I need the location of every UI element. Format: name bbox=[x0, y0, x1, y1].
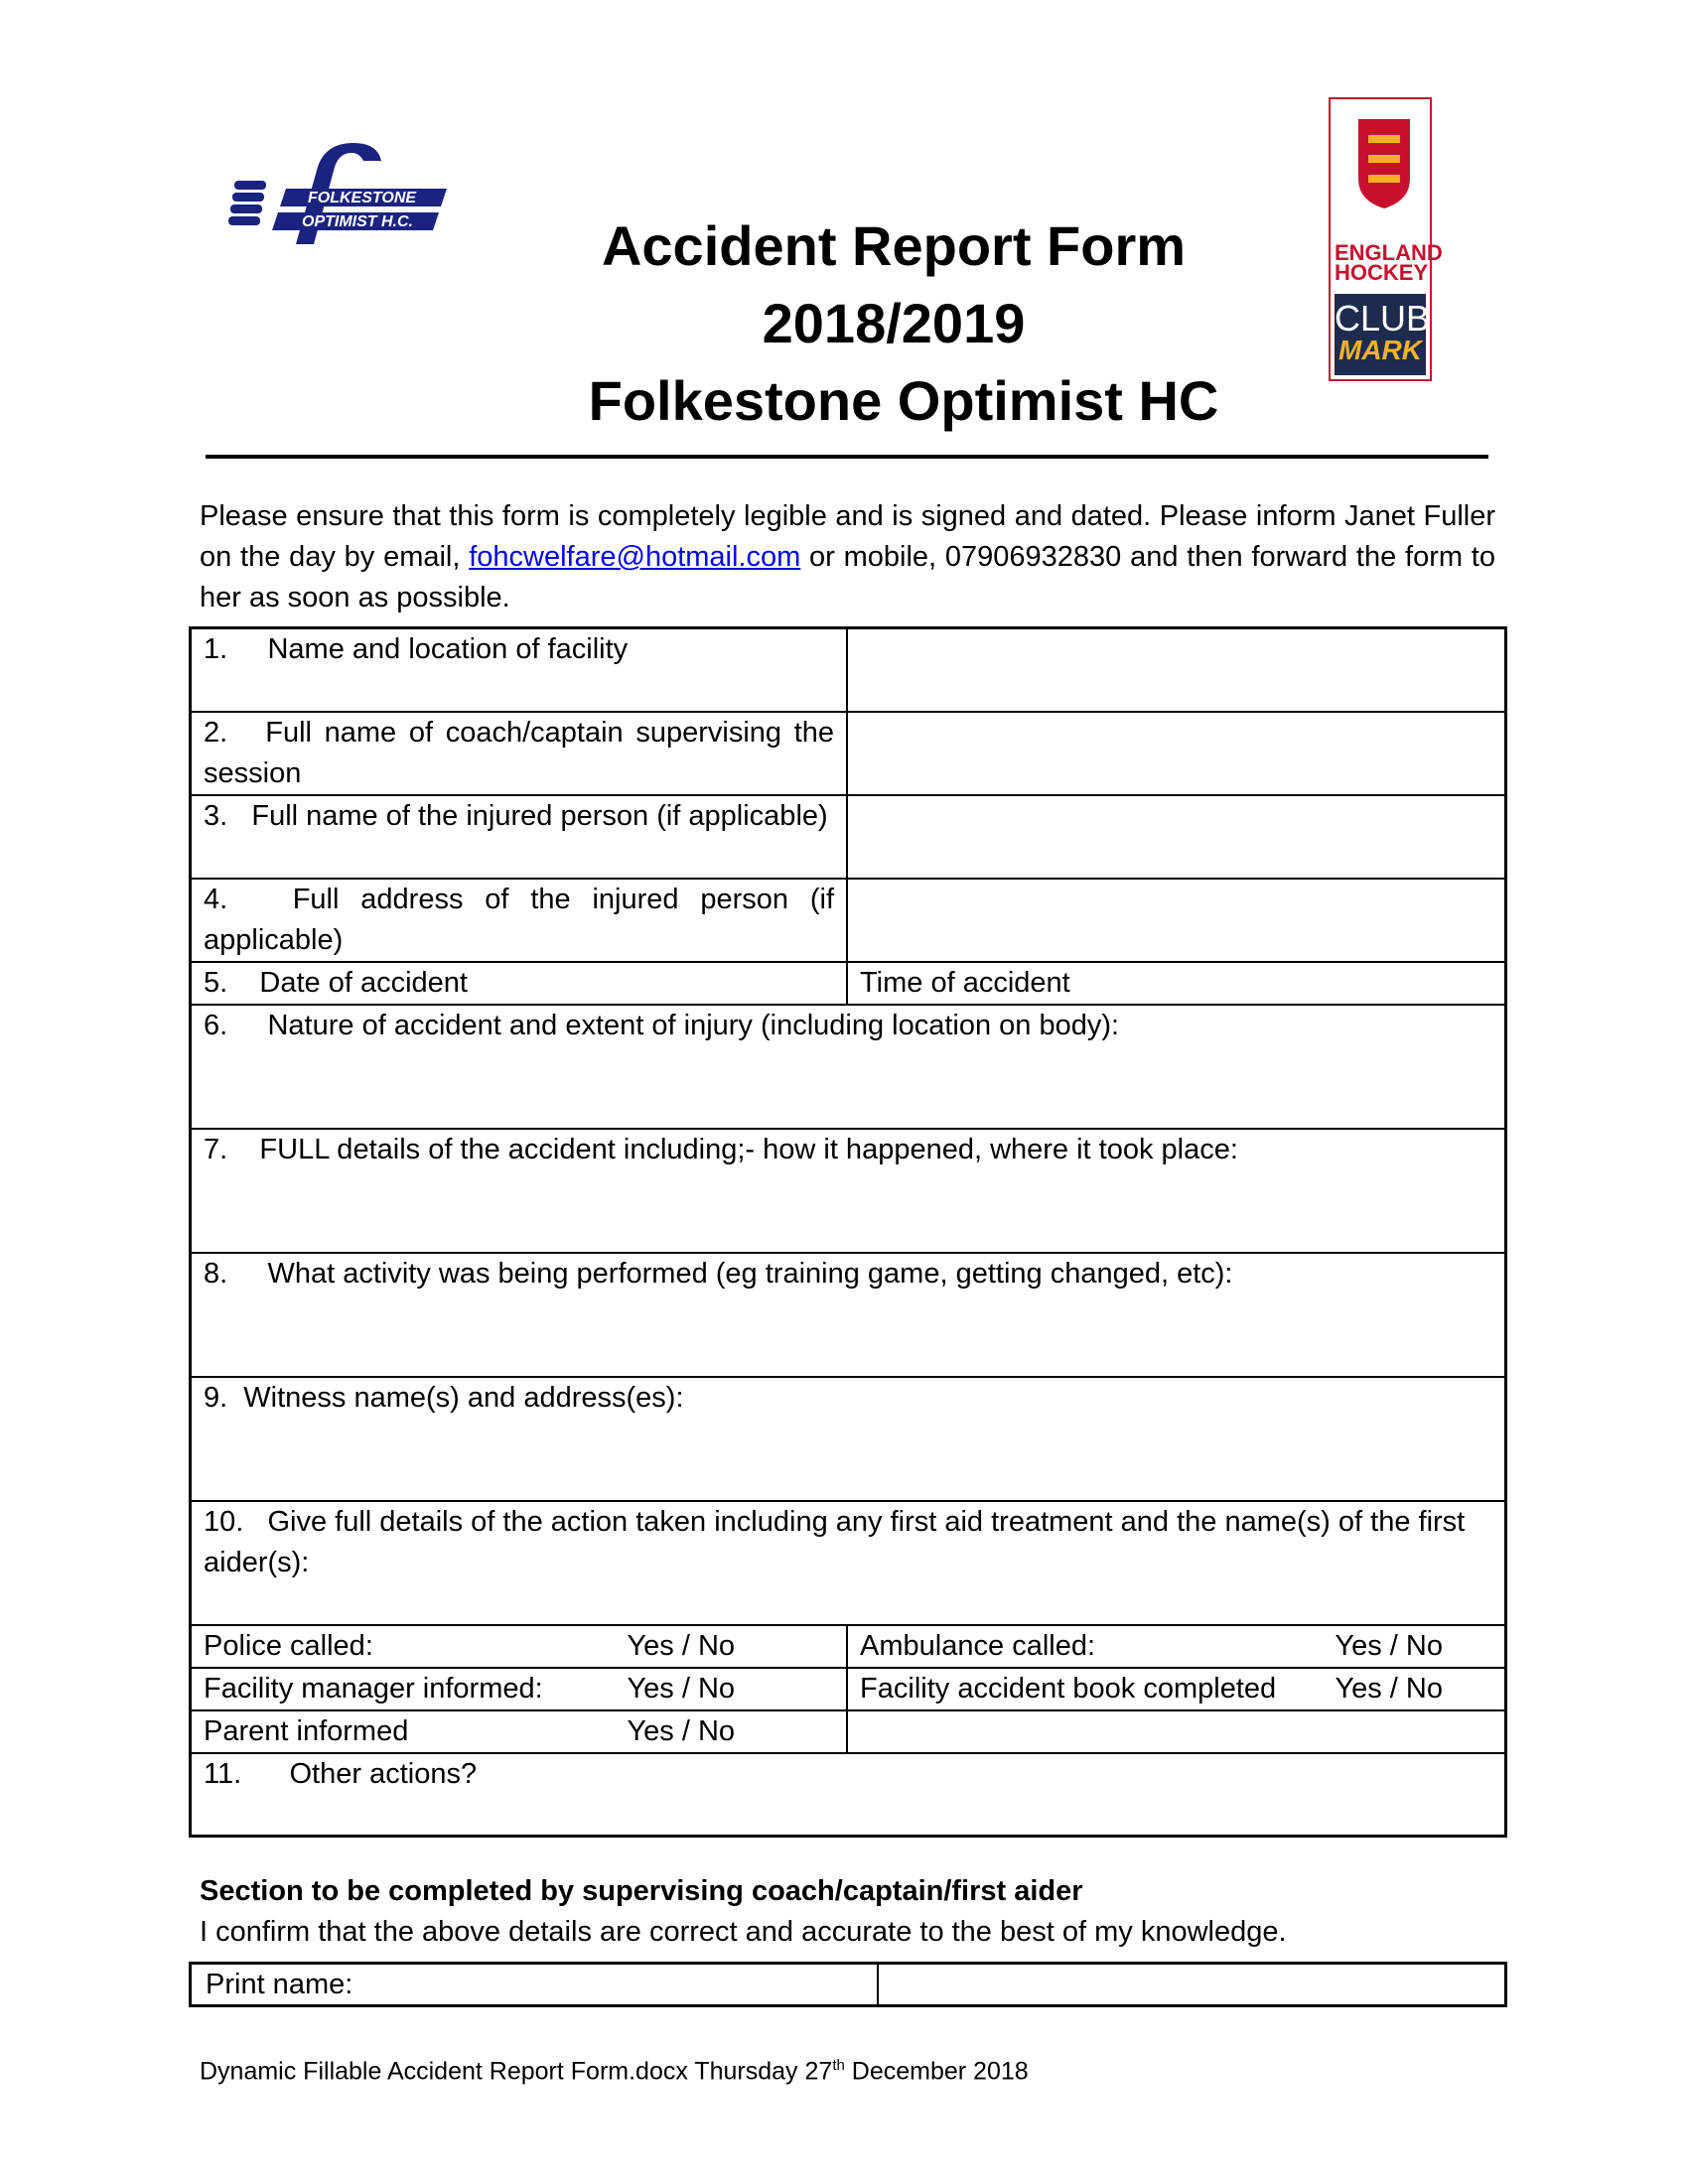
mark-word: MARK bbox=[1338, 335, 1422, 365]
q10-label: 10. Give full details of the action taken including any first aid treatment and the name(s) of the first aider(s): bbox=[204, 1505, 1466, 1578]
hockey-word: HOCKEY bbox=[1335, 260, 1429, 285]
print-name-field[interactable] bbox=[878, 1964, 1505, 2006]
title-divider bbox=[206, 455, 1488, 459]
q7-field[interactable] bbox=[191, 1129, 1506, 1253]
accident-book-yes-no[interactable]: Yes / No bbox=[1335, 1672, 1443, 1705]
q4-label: 4. Full address of the injured person (if applicable) bbox=[191, 879, 848, 962]
print-name-label: Print name: bbox=[191, 1964, 879, 2006]
parent-informed-yes-no[interactable]: Yes / No bbox=[627, 1714, 736, 1747]
q5-date-field[interactable] bbox=[191, 962, 848, 1005]
accident-form-table bbox=[189, 626, 1507, 1838]
q2-label: 2. Full name of coach/captain supervising the session bbox=[191, 712, 848, 795]
q5-label: 5. Date of accident bbox=[204, 966, 468, 999]
ambulance-called-label: Ambulance called: bbox=[860, 1629, 1096, 1662]
three-lions-shield-icon bbox=[1356, 117, 1412, 210]
footer-text-after: December 2018 bbox=[844, 2057, 1029, 2086]
signature-table bbox=[189, 1962, 1507, 2007]
ambulance-called-cell[interactable] bbox=[847, 1625, 1505, 1668]
section-heading: Section to be completed by supervising coach/captain/first aider bbox=[200, 1875, 1083, 1907]
footer bbox=[200, 2049, 1029, 2088]
intro-paragraph bbox=[200, 496, 1495, 618]
police-called-label: Police called: bbox=[204, 1629, 373, 1662]
manager-informed-cell[interactable] bbox=[191, 1668, 848, 1710]
intro-text-before: Please ensure that this form is completely legible and is signed and dated. Please inform Janet Fuller on the day by email, bbox=[200, 500, 1495, 573]
police-called-cell[interactable] bbox=[191, 1625, 848, 1668]
england-hockey-clubmark-logo bbox=[1329, 97, 1443, 381]
parent-informed-cell[interactable] bbox=[191, 1710, 848, 1753]
email-link[interactable]: fohcwelfare@hotmail.com bbox=[469, 541, 801, 573]
q3-answer-field[interactable] bbox=[847, 795, 1505, 879]
q4-answer-field[interactable] bbox=[847, 879, 1505, 962]
accident-book-label: Facility accident book completed bbox=[860, 1672, 1277, 1705]
q7-label: 7. FULL details of the accident including;- how it happened, where it took place: bbox=[204, 1133, 1238, 1165]
england-word: ENGLAND bbox=[1335, 240, 1443, 265]
q5-time-field[interactable] bbox=[847, 962, 1505, 1005]
q3-label: 3. Full name of the injured person (if applicable) bbox=[191, 795, 848, 879]
q5b-label: Time of accident bbox=[860, 966, 1070, 999]
confirmation-text: I confirm that the above details are correct and accurate to the best of my knowledge. bbox=[200, 1916, 1287, 1948]
folkestone-optimist-logo bbox=[226, 137, 455, 254]
q2-answer-field[interactable] bbox=[847, 712, 1505, 795]
club-title: Folkestone Optimist HC bbox=[588, 369, 1219, 432]
q9-label: 9. Witness name(s) and address(es): bbox=[204, 1381, 684, 1414]
club-word: CLUB bbox=[1335, 298, 1431, 339]
svg-text:FOLKESTONE: FOLKESTONE bbox=[308, 190, 417, 206]
accident-book-cell[interactable] bbox=[847, 1668, 1505, 1710]
q11-field[interactable] bbox=[191, 1753, 1506, 1837]
ambulance-called-yes-no[interactable]: Yes / No bbox=[1335, 1629, 1443, 1662]
footer-text-before: Dynamic Fillable Accident Report Form.docx Thursday 27 bbox=[200, 2057, 833, 2086]
q9-field[interactable] bbox=[191, 1377, 1506, 1501]
manager-informed-label: Facility manager informed: bbox=[204, 1672, 543, 1705]
season-title: 2018/2019 bbox=[762, 292, 1026, 354]
empty-cell bbox=[847, 1710, 1505, 1753]
q6-field[interactable] bbox=[191, 1005, 1506, 1129]
svg-text:OPTIMIST H.C.: OPTIMIST H.C. bbox=[302, 213, 413, 230]
q8-label: 8. What activity was being performed (eg training game, getting changed, etc): bbox=[204, 1257, 1233, 1290]
q6-label: 6. Nature of accident and extent of injury (including location on body): bbox=[204, 1009, 1120, 1041]
footer-sup: th bbox=[832, 2057, 845, 2074]
parent-informed-label: Parent informed bbox=[204, 1714, 409, 1747]
q1-label: 1. Name and location of facility bbox=[191, 628, 848, 712]
q8-field[interactable] bbox=[191, 1253, 1506, 1377]
q1-answer-field[interactable] bbox=[847, 628, 1505, 712]
police-called-yes-no[interactable]: Yes / No bbox=[627, 1629, 736, 1662]
q11-label: 11. Other actions? bbox=[204, 1757, 478, 1790]
q10-field[interactable] bbox=[191, 1501, 1506, 1625]
page-title: Accident Report Form bbox=[601, 214, 1187, 277]
intro-text-after: or mobile, 07906932830 and then forward the form to her as soon as possible. bbox=[200, 541, 1495, 614]
manager-informed-yes-no[interactable]: Yes / No bbox=[627, 1672, 736, 1705]
